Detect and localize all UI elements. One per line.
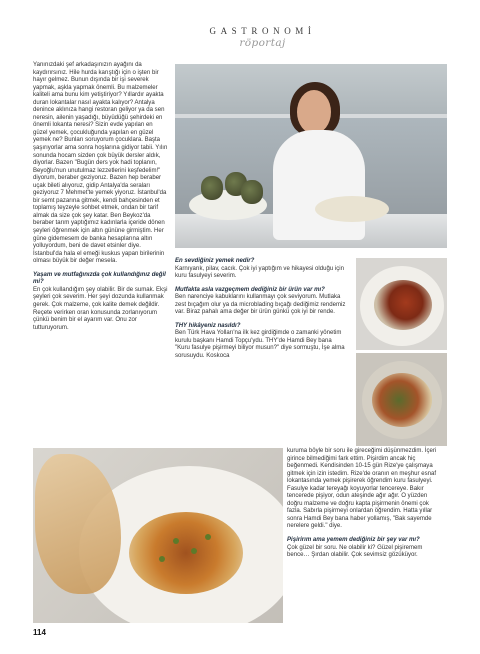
paragraph: Çok güzel bir soru. Ne olabilir ki? Güzel pişiremem bence… Şırdan olabilir. Çok sevimsiz gözüküyor. [287,544,423,559]
paragraph: Yanınızdaki şef arkadaşınızın ayağını da kaydırırsınız. Hile hurda karıştığı için o işten bir hayır gelmez. Bunun dışında bir işi severek yapmak, aşkla yapmak önemli. Bu malzemeler kaliteli ama bunu kim yetiştiriyor? Yıllardır ayakta duran lokantalar nasıl ayakta kalıyor? Antalya denince aklınıza hangi restoran geliyor ya da sen neresin, ailenin yaşadığı, büyüdüğü şehirdeki en önemli lokanta neresi? Sizin evde yapılan en güzel yemek, çocukluğunda yapılan en güzel yemek ne? Bunları soruyorum çocuklara. Başta şaşırıyorlar ama sonra hoşlarına gidiyor tabii. Yılın sonunda hocam sizden çok büyük dersler aldık, diyorlar. Bazen "Bugün ders yok hadi toplanın, Beyoğlu'nun unutulmaz lezzetlerini keşfedelim!" diyorum, beraber geziyoruz. Bazen hep beraber uçak bileti alıyoruz, gidip Antalya'da seraları geziyoruz 7 Mehmet'te yemek yiyoruz. İstanbul'da bir semt pazarına gitmek, kendi bahçesinden et toplamış teyzeyle sohbet etmek, ondan bir tarif almak da size çok şey katar. Ben Beykoz'da beraber tarım yaptığımız kadınlarla içeride dönen şeyleri öğrenmek için altın gününe girmiştim. Her güne gidemesem de banka hesaplarına altın yolluyordum, beni de davet etsinler diye. İstanbul'da hala el emeği kuskus yapan birilerinin olması büyük bir değer mesela. [33,62,168,265]
section-subtitle: röportaj [239,37,286,49]
herb-garnish [191,548,197,554]
question-heading: Mutfakta asla vazgeçmem dediğiniz bir ürün var mı? [175,286,325,293]
section-title: GASTRONOMİ [209,26,316,36]
text-column-3 [287,448,442,566]
text-column-1 [33,62,168,338]
paragraph: Ben Türk Hava Yolları'na ilk kez girdiğimde o zamanki yönetim kurulu başkanı Hamdi Topçu'ydu. THY'de Hamdi Bey bana "Kuru fasulye pişirmeyi biliyor musun?" diye sormuştu, İşe alma sorusuydu. Koskoca [175,330,345,360]
question-heading: En sevdiğiniz yemek nedir? [175,258,255,264]
chef-coat [273,130,365,240]
flatbread [35,454,121,594]
dish-food [374,280,432,330]
question-heading: Pişirirım ama yemem dediğiniz bir şey var mı? [287,537,420,544]
paragraph: Ben narenciye kabuklarını kullanmayı çok seviyorum. Mutlaka zest bıçağım olur ya da microblading bıçağı dediğimiz rendemiz var. Biraz pahalı ama değer bir ürün günkü çok iyi bir rende. [175,294,346,316]
question-heading: Yaşam ve mutfağınızda çok kullandığınız değil mi? [33,271,166,286]
paragraph: En çok kullandığım şey olabilir. Bir de sumak. Ekşi şeyleri çok severim. Her şeyi dozunda kullanmak gerek. Çok malzeme, çok kalite demek değildir. Reçete verirken oran konusunda zorlanıyorum çünkü benim bir el ayarım var. Onu zor tutturuyorum. [33,286,168,331]
paragraph: kuruma böyle bir soru ile gireceğimi düşünmezdim. İçeri girince bilmediğimi fark ettim. Pişirdim ancak hiç beğenmedi. Kendisinden 10-15 gün Rize'ye çalışmaya gitmek için izin istedim. Rize'de oranın en meşhur esnaf lokantasında yemek pişirerek öğrendim kuru fasulyeyi. Fasulye kadar tereyağı koyuyorlar tencereye. Bakır tencerede pişiyor, odun ateşinde ağır ağır. O yüzden doğru malzeme ve doğru kapta pişirmenin önemi çok fazla. Sabırla pişirmeyi onlardan öğrendim. Hatta yıllar sonra Hamdi Bey bana haber yollamış, "Bak sayemde nerelere geldi." diye. [287,448,437,530]
page-header [0,26,480,49]
vegetable-dish-photo [356,353,447,446]
artichoke [241,180,263,204]
herb-garnish [159,556,165,562]
salad-plate [315,196,389,222]
question-heading: THY hikâyeniz nasıldı? [175,322,241,329]
dish-food [372,373,432,427]
meat-dish-photo [356,258,447,350]
herb-garnish [173,538,179,544]
stew-photo [33,448,283,623]
stew-food [129,512,243,594]
chef-photo [175,64,447,248]
chef-face [297,90,331,134]
artichoke [201,176,223,200]
herb-garnish [205,534,211,540]
page-number: 114 [33,628,46,637]
text-column-2 [175,258,347,367]
paragraph: Karnıyarık, pilav, cacık. Çok iyi yaptığım ve hikayesi olduğu için kuru fasulyeyi severim. [175,265,344,280]
